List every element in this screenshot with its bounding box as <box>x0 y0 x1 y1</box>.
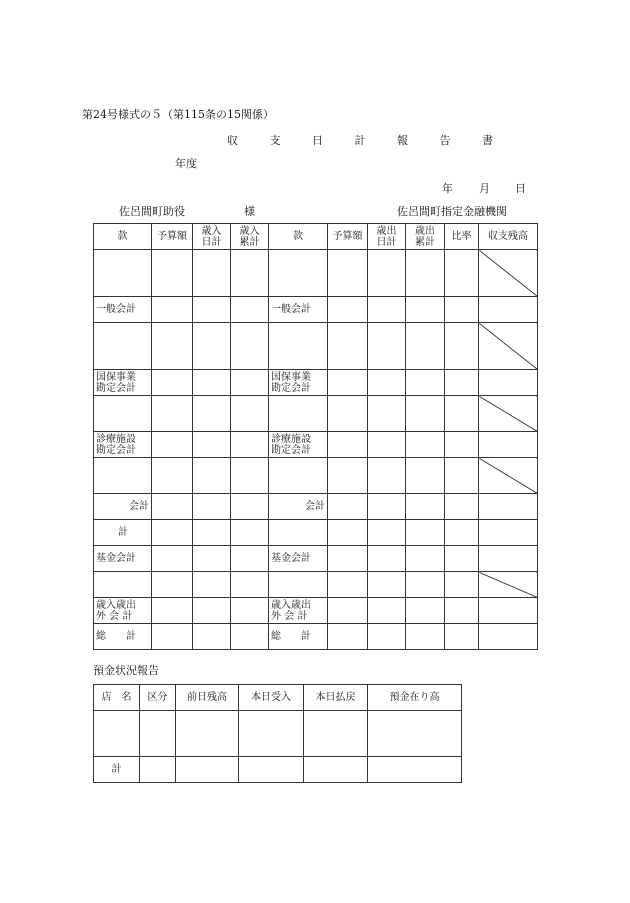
table-row <box>94 432 538 458</box>
row-label-total: 総 計 <box>94 624 152 650</box>
row-label-general-exp: 一般会計 <box>269 297 328 323</box>
date-year-label: 年 <box>442 182 453 195</box>
date-day-label: 日 <box>515 182 526 195</box>
deposit-header-prev-balance: 前日残高 <box>176 685 239 711</box>
deposit-header-branch: 店 名 <box>94 685 140 711</box>
table-row <box>94 297 538 323</box>
fiscal-year-label: 年度 <box>175 157 197 170</box>
addressee: 佐呂間町助役 <box>119 205 185 218</box>
page-title: 収 支 日 計 報 告 書 <box>227 134 507 147</box>
deposit-header-today-withdrawn: 本日払戻 <box>304 685 368 711</box>
table-row <box>94 323 538 370</box>
table-row <box>94 520 538 546</box>
table-row <box>94 458 538 494</box>
deposit-row <box>94 711 462 757</box>
row-label-kaikei: 会計 <box>94 494 152 520</box>
header-revenue-daily: 歳入 日計 <box>193 224 231 250</box>
header-revenue-cumulative: 歳入 累計 <box>231 224 269 250</box>
sender: 佐呂間町指定金融機関 <box>397 205 507 218</box>
row-label-kei: 計 <box>94 520 152 546</box>
table-row <box>94 494 538 520</box>
table-row <box>94 370 538 396</box>
row-label-extra-exp: 歳入歳出 外 会 計 <box>269 598 328 624</box>
table-row <box>94 598 538 624</box>
diagonal-cell <box>479 323 538 370</box>
date-month-label: 月 <box>479 182 490 195</box>
header-row <box>94 224 538 250</box>
row-label-kokuho: 国保事業 勘定会計 <box>94 370 152 396</box>
deposit-header-row <box>94 685 462 711</box>
header-kan-revenue: 款 <box>94 224 152 250</box>
header-budget-revenue: 予算額 <box>152 224 193 250</box>
header-ratio: 比率 <box>445 224 479 250</box>
deposit-header-category: 区分 <box>140 685 176 711</box>
diagonal-cell <box>479 572 538 598</box>
table-row <box>94 396 538 432</box>
deposit-total-label: 計 <box>94 757 140 783</box>
deposit-header-today-received: 本日受入 <box>239 685 304 711</box>
row-label-kokuho-exp: 国保事業 勘定会計 <box>269 370 328 396</box>
row-label-general: 一般会計 <box>94 297 152 323</box>
deposit-table <box>93 684 462 783</box>
row-label-clinic: 診療施設 勘定会計 <box>94 432 152 458</box>
table-row <box>94 250 538 297</box>
row-label-total-exp: 総 計 <box>269 624 328 650</box>
header-kan-expenditure: 款 <box>269 224 328 250</box>
diagonal-cell <box>479 396 538 432</box>
diagonal-cell <box>479 458 538 494</box>
row-label-extra: 歳入歳出 外 会 計 <box>94 598 152 624</box>
header-budget-expenditure: 予算額 <box>328 224 368 250</box>
deposit-header-balance: 預金在り高 <box>368 685 462 711</box>
daily-report-table <box>93 223 538 650</box>
row-label-kikin-exp: 基金会計 <box>269 546 328 572</box>
table-row <box>94 624 538 650</box>
row-label-kaikei-exp: 会計 <box>269 494 328 520</box>
row-label-clinic-exp: 診療施設 勘定会計 <box>269 432 328 458</box>
table-row <box>94 572 538 598</box>
header-expenditure-daily: 歳出 日計 <box>368 224 406 250</box>
diagonal-cell <box>479 250 538 297</box>
deposit-section-title: 預金状況報告 <box>93 664 159 677</box>
header-balance: 収支残高 <box>479 224 538 250</box>
form-number: 第24号様式の５（第115条の15関係） <box>82 108 274 121</box>
header-expenditure-cumulative: 歳出 累計 <box>406 224 445 250</box>
deposit-total-row <box>94 757 462 783</box>
table-row <box>94 546 538 572</box>
row-label-kikin: 基金会計 <box>94 546 152 572</box>
honorific: 様 <box>244 205 255 218</box>
